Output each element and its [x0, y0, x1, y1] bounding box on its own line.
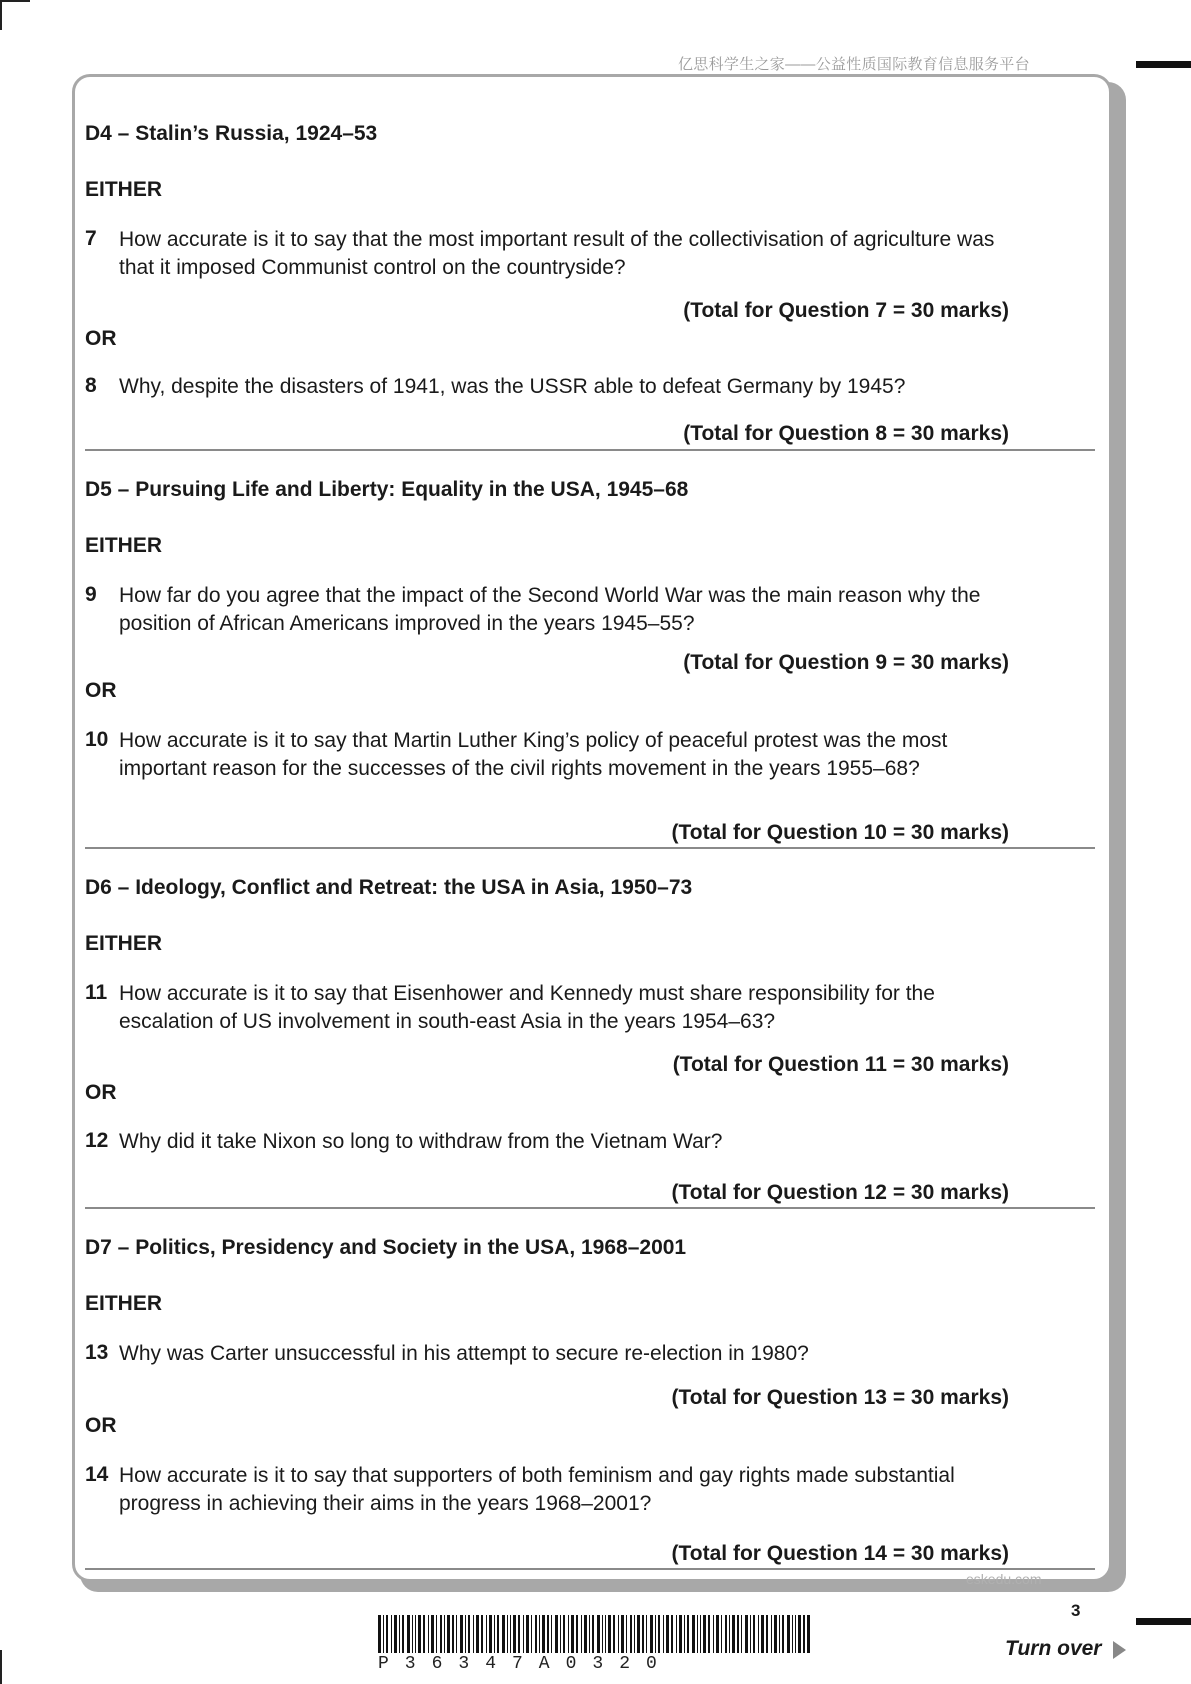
- section-divider: [85, 1207, 1095, 1209]
- barcode-icon: [378, 1615, 810, 1653]
- question-marks: (Total for Question 8 = 30 marks): [683, 422, 1009, 445]
- or-label: OR: [85, 1081, 117, 1104]
- section-divider: [85, 847, 1095, 849]
- crop-mark: [0, 1650, 2, 1684]
- watermark-top: 亿思科学生之家——公益性质国际教育信息服务平台: [678, 56, 1030, 73]
- question-number: 7: [85, 227, 97, 250]
- either-label: EITHER: [85, 534, 163, 557]
- either-label: EITHER: [85, 932, 163, 955]
- question-marks: (Total for Question 13 = 30 marks): [671, 1386, 1009, 1409]
- registration-mark: [1136, 61, 1191, 68]
- either-label: EITHER: [85, 178, 163, 201]
- question-number: 9: [85, 583, 97, 606]
- watermark-bottom: eskedu.com: [966, 1571, 1042, 1587]
- question-text: How accurate is it to say that the most important result of the collectivisation of agriculture was that it imposed Communist control on the countryside?: [119, 228, 995, 279]
- or-label: OR: [85, 679, 117, 702]
- question-marks: (Total for Question 7 = 30 marks): [683, 299, 1009, 322]
- question-text: Why, despite the disasters of 1941, was the USSR able to defeat Germany by 1945?: [119, 375, 906, 398]
- question-number: 8: [85, 374, 97, 397]
- question-marks: (Total for Question 12 = 30 marks): [671, 1181, 1009, 1204]
- arrow-right-icon: [1113, 1641, 1126, 1659]
- question-number: 14: [85, 1463, 109, 1486]
- question-number: 12: [85, 1129, 109, 1152]
- or-label: OR: [85, 1414, 117, 1437]
- either-label: EITHER: [85, 1292, 163, 1315]
- or-label: OR: [85, 327, 117, 350]
- question-text: How accurate is it to say that Martin Luther King’s policy of peaceful protest was the most important reason for the successes of the civil rights movement in the years 1955–68?: [119, 729, 948, 780]
- page-number: 3: [1071, 1601, 1081, 1620]
- barcode-number: P36347A0320: [378, 1654, 673, 1674]
- question-marks: (Total for Question 14 = 30 marks): [671, 1542, 1009, 1565]
- registration-mark: [1136, 1618, 1191, 1625]
- question-marks: (Total for Question 9 = 30 marks): [683, 651, 1009, 674]
- question-text: How accurate is it to say that supporters of both feminism and gay rights made substantial progress in achieving their aims in the years 1968–2001?: [119, 1464, 955, 1515]
- turn-over-label: Turn over: [1005, 1637, 1102, 1660]
- question-text: How accurate is it to say that Eisenhower and Kennedy must share responsibility for the escalation of US involvement in south-east Asia in the years 1954–63?: [119, 982, 935, 1033]
- question-text: Why did it take Nixon so long to withdraw from the Vietnam War?: [119, 1130, 723, 1153]
- section-divider: [85, 449, 1095, 451]
- question-number: 10: [85, 728, 109, 751]
- question-text: Why was Carter unsuccessful in his attempt to secure re-election in 1980?: [119, 1342, 809, 1365]
- section-heading: D7 – Politics, Presidency and Society in the USA, 1968–2001: [85, 1236, 687, 1259]
- section-heading: D6 – Ideology, Conflict and Retreat: the USA in Asia, 1950–73: [85, 876, 693, 899]
- question-number: 11: [85, 981, 108, 1004]
- question-marks: (Total for Question 11 = 30 marks): [672, 1053, 1009, 1076]
- section-divider: [85, 1568, 1095, 1570]
- crop-mark: [0, 0, 30, 2]
- crop-mark: [0, 0, 2, 30]
- question-marks: (Total for Question 10 = 30 marks): [671, 821, 1009, 844]
- question-number: 13: [85, 1341, 109, 1364]
- section-heading: D5 – Pursuing Life and Liberty: Equality in the USA, 1945–68: [85, 478, 689, 501]
- question-text: How far do you agree that the impact of the Second World War was the main reason why the position of African Americans improved in the years 1945–55?: [119, 584, 981, 635]
- section-heading: D4 – Stalin’s Russia, 1924–53: [85, 122, 378, 145]
